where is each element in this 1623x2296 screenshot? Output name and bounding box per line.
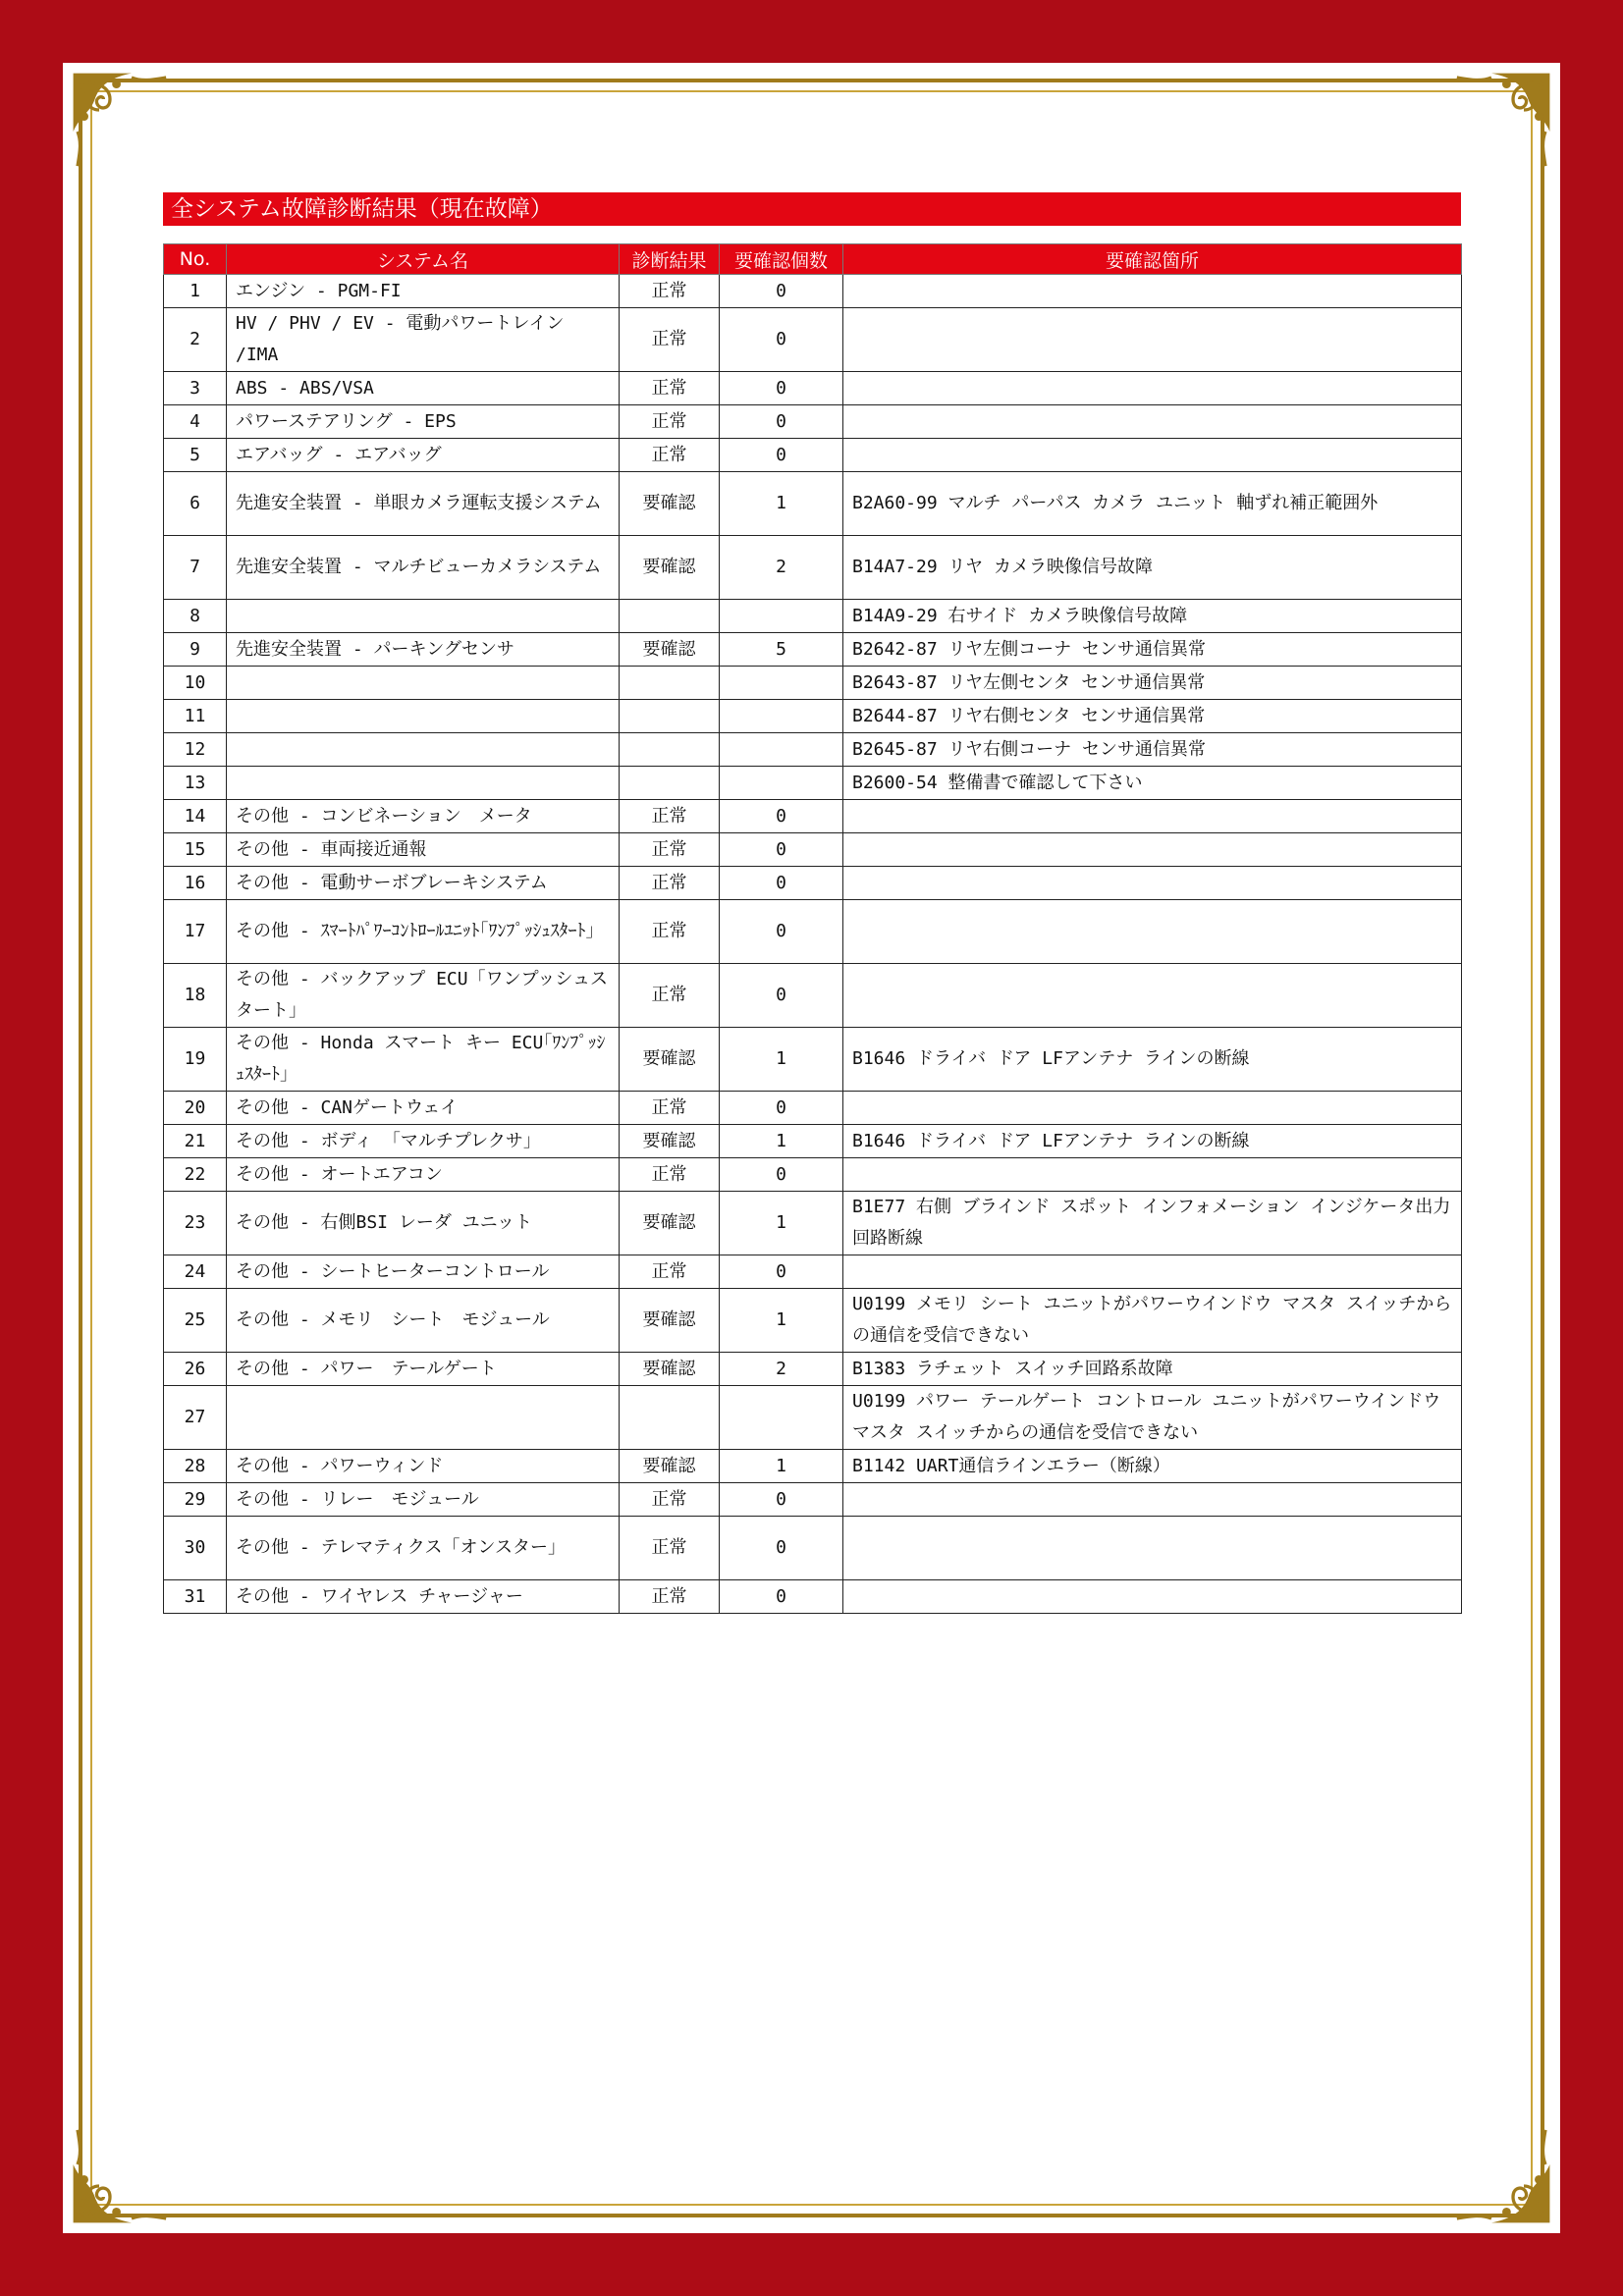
row-number: 12 (164, 733, 227, 767)
check-location-cell (843, 867, 1462, 900)
diagnosis-result-cell: 要確認 (620, 1450, 720, 1483)
table-row (164, 1255, 1462, 1289)
check-count-cell (720, 733, 843, 767)
check-count-cell: 0 (720, 833, 843, 867)
check-location-cell (843, 900, 1462, 964)
system-name-cell (227, 667, 620, 700)
row-number: 17 (164, 900, 227, 964)
table-row (164, 833, 1462, 867)
diagnosis-result-cell: 要確認 (620, 1289, 720, 1353)
check-location-cell (843, 372, 1462, 405)
check-count-cell: 1 (720, 472, 843, 536)
table-row (164, 1289, 1462, 1353)
row-number: 4 (164, 405, 227, 439)
system-name-cell: その他 - リレー モジュール (227, 1483, 620, 1517)
check-count-cell: 1 (720, 1192, 843, 1255)
check-location-cell (843, 275, 1462, 308)
table-row (164, 308, 1462, 372)
table-row (164, 1483, 1462, 1517)
check-location-cell: B1646 ドライバ ドア LFアンテナ ラインの断線 (843, 1125, 1462, 1158)
row-number: 20 (164, 1092, 227, 1125)
check-location-cell: B2645-87 リヤ右側コーナ センサ通信異常 (843, 733, 1462, 767)
table-row (164, 1580, 1462, 1614)
system-name-cell: その他 - ボディ 「マルチプレクサ」 (227, 1125, 620, 1158)
diagnosis-result-cell: 正常 (620, 1483, 720, 1517)
table-header-row (164, 244, 1462, 275)
row-number: 31 (164, 1580, 227, 1614)
diagnosis-result-cell: 正常 (620, 275, 720, 308)
row-number: 10 (164, 667, 227, 700)
check-location-cell: B2A60-99 マルチ パーパス カメラ ユニット 軸ずれ補正範囲外 (843, 472, 1462, 536)
system-name-cell: その他 - シートヒーターコントロール (227, 1255, 620, 1289)
row-number: 9 (164, 633, 227, 667)
check-location-cell (843, 800, 1462, 833)
check-location-cell (843, 1092, 1462, 1125)
row-number: 14 (164, 800, 227, 833)
check-count-cell: 5 (720, 633, 843, 667)
check-location-cell (843, 405, 1462, 439)
check-count-cell (720, 1386, 843, 1450)
check-location-cell: B2642-87 リヤ左側コーナ センサ通信異常 (843, 633, 1462, 667)
table-row (164, 1028, 1462, 1092)
diagnosis-result-cell (620, 767, 720, 800)
corner-ornament-icon (67, 2121, 175, 2229)
system-name-cell: その他 - テレマティクス「オンスター」 (227, 1517, 620, 1580)
table-row (164, 633, 1462, 667)
check-count-cell: 0 (720, 800, 843, 833)
table-row (164, 405, 1462, 439)
system-name-cell: 先進安全装置 - パーキングセンサ (227, 633, 620, 667)
table-row (164, 700, 1462, 733)
diagnosis-result-cell: 正常 (620, 800, 720, 833)
check-location-cell: B2643-87 リヤ左側センタ センサ通信異常 (843, 667, 1462, 700)
table-row (164, 1125, 1462, 1158)
system-name-cell: HV / PHV / EV - 電動パワートレイン /IMA (227, 308, 620, 372)
row-number: 16 (164, 867, 227, 900)
corner-ornament-icon (1448, 2121, 1556, 2229)
system-name-cell: パワーステアリング - EPS (227, 405, 620, 439)
diagnosis-result-cell: 要確認 (620, 472, 720, 536)
diagnosis-result-cell: 要確認 (620, 1028, 720, 1092)
check-count-cell: 0 (720, 900, 843, 964)
diagnosis-result-cell (620, 667, 720, 700)
report-title: 全システム故障診断結果（現在故障） (163, 192, 1461, 226)
check-location-cell: B1E77 右側 ブラインド スポット インフォメーション インジケータ出力回路断線 (843, 1192, 1462, 1255)
header-check-location: 要確認箇所 (843, 244, 1462, 275)
diagnosis-result-cell: 正常 (620, 1092, 720, 1125)
check-location-cell (843, 439, 1462, 472)
check-location-cell (843, 964, 1462, 1028)
diagnosis-result-cell: 正常 (620, 964, 720, 1028)
check-location-cell: B1383 ラチェット スイッチ回路系故障 (843, 1353, 1462, 1386)
row-number: 19 (164, 1028, 227, 1092)
diagnosis-result-cell: 正常 (620, 1158, 720, 1192)
row-number: 1 (164, 275, 227, 308)
check-location-cell (843, 1580, 1462, 1614)
diagnosis-result-cell: 要確認 (620, 536, 720, 600)
table-row (164, 800, 1462, 833)
check-count-cell (720, 767, 843, 800)
header-system-name: システム名 (227, 244, 620, 275)
diagnosis-result-cell: 正常 (620, 867, 720, 900)
check-count-cell: 1 (720, 1450, 843, 1483)
diagnosis-result-cell: 要確認 (620, 1353, 720, 1386)
diagnosis-result-cell: 正常 (620, 308, 720, 372)
check-location-cell: B1646 ドライバ ドア LFアンテナ ラインの断線 (843, 1028, 1462, 1092)
system-name-cell: その他 - パワーウィンド (227, 1450, 620, 1483)
system-name-cell: その他 - 電動サーボブレーキシステム (227, 867, 620, 900)
diagnosis-result-cell: 正常 (620, 833, 720, 867)
check-location-cell: U0199 パワー テールゲート コントロール ユニットがパワーウインドウ マスタ スイッチからの通信を受信できない (843, 1386, 1462, 1450)
check-location-cell: B1142 UART通信ラインエラー（断線） (843, 1450, 1462, 1483)
table-body (164, 275, 1462, 1614)
table-row (164, 600, 1462, 633)
row-number: 13 (164, 767, 227, 800)
check-count-cell: 0 (720, 308, 843, 372)
report-page (63, 63, 1560, 2233)
header-check-count: 要確認個数 (720, 244, 843, 275)
row-number: 5 (164, 439, 227, 472)
check-count-cell: 0 (720, 439, 843, 472)
diagnosis-result-cell: 正常 (620, 439, 720, 472)
row-number: 24 (164, 1255, 227, 1289)
check-location-cell (843, 1158, 1462, 1192)
check-count-cell: 0 (720, 1158, 843, 1192)
table-row (164, 867, 1462, 900)
check-count-cell: 0 (720, 275, 843, 308)
system-name-cell (227, 700, 620, 733)
system-name-cell (227, 767, 620, 800)
corner-ornament-icon (67, 67, 175, 175)
system-name-cell: その他 - ｽﾏｰﾄﾊﾟﾜｰｺﾝﾄﾛｰﾙﾕﾆｯﾄ｢ﾜﾝﾌﾟｯｼｭｽﾀｰﾄ｣ (227, 900, 620, 964)
row-number: 26 (164, 1353, 227, 1386)
check-location-cell: B14A9-29 右サイド カメラ映像信号故障 (843, 600, 1462, 633)
table-row (164, 733, 1462, 767)
system-name-cell: その他 - 右側BSI レーダ ユニット (227, 1192, 620, 1255)
table-row (164, 964, 1462, 1028)
table-row (164, 667, 1462, 700)
table-row (164, 900, 1462, 964)
check-count-cell: 0 (720, 1092, 843, 1125)
table-row (164, 1092, 1462, 1125)
row-number: 21 (164, 1125, 227, 1158)
system-name-cell: ABS - ABS/VSA (227, 372, 620, 405)
check-count-cell: 0 (720, 867, 843, 900)
row-number: 15 (164, 833, 227, 867)
table-row (164, 1386, 1462, 1450)
check-location-cell (843, 308, 1462, 372)
diagnosis-result-cell: 正常 (620, 1255, 720, 1289)
row-number: 8 (164, 600, 227, 633)
system-name-cell: その他 - ワイヤレス チャージャー (227, 1580, 620, 1614)
check-count-cell (720, 600, 843, 633)
table-row (164, 1450, 1462, 1483)
system-name-cell: その他 - CANゲートウェイ (227, 1092, 620, 1125)
diagnosis-result-cell: 要確認 (620, 1192, 720, 1255)
row-number: 28 (164, 1450, 227, 1483)
check-count-cell (720, 700, 843, 733)
check-count-cell: 0 (720, 964, 843, 1028)
check-count-cell: 0 (720, 405, 843, 439)
diagnosis-result-cell: 正常 (620, 405, 720, 439)
check-location-cell: U0199 メモリ シート ユニットがパワーウインドウ マスタ スイッチからの通信を受信できない (843, 1289, 1462, 1353)
system-name-cell: エアバッグ - エアバッグ (227, 439, 620, 472)
check-location-cell (843, 1517, 1462, 1580)
table-row (164, 1158, 1462, 1192)
check-count-cell: 2 (720, 536, 843, 600)
row-number: 18 (164, 964, 227, 1028)
table-row (164, 439, 1462, 472)
row-number: 25 (164, 1289, 227, 1353)
row-number: 3 (164, 372, 227, 405)
check-count-cell (720, 667, 843, 700)
check-location-cell: B2644-87 リヤ右側センタ センサ通信異常 (843, 700, 1462, 733)
diagnosis-result-cell (620, 1386, 720, 1450)
diagnosis-result-cell (620, 700, 720, 733)
table-row (164, 536, 1462, 600)
header-diagnosis-result: 診断結果 (620, 244, 720, 275)
system-name-cell (227, 733, 620, 767)
table-row (164, 1353, 1462, 1386)
check-count-cell: 2 (720, 1353, 843, 1386)
corner-ornament-icon (1448, 67, 1556, 175)
table-row (164, 372, 1462, 405)
system-name-cell: その他 - 車両接近通報 (227, 833, 620, 867)
table-row (164, 1192, 1462, 1255)
check-count-cell: 0 (720, 1483, 843, 1517)
check-location-cell: B14A7-29 リヤ カメラ映像信号故障 (843, 536, 1462, 600)
system-name-cell (227, 1386, 620, 1450)
system-name-cell: その他 - メモリ シート モジュール (227, 1289, 620, 1353)
system-name-cell: 先進安全装置 - 単眼カメラ運転支援システム (227, 472, 620, 536)
system-name-cell: エンジン - PGM-FI (227, 275, 620, 308)
header-no: No. (164, 244, 227, 275)
check-count-cell: 0 (720, 1255, 843, 1289)
check-location-cell: B2600-54 整備書で確認して下さい (843, 767, 1462, 800)
system-name-cell: その他 - Honda スマート キー ECU｢ﾜﾝﾌﾟｯｼｭｽﾀｰﾄ｣ (227, 1028, 620, 1092)
diagnosis-result-cell: 正常 (620, 372, 720, 405)
diagnosis-result-cell: 要確認 (620, 633, 720, 667)
diagnosis-result-cell: 正常 (620, 1517, 720, 1580)
system-name-cell: その他 - コンビネーション メータ (227, 800, 620, 833)
check-location-cell (843, 1483, 1462, 1517)
row-number: 30 (164, 1517, 227, 1580)
system-name-cell: 先進安全装置 - マルチビューカメラシステム (227, 536, 620, 600)
check-count-cell: 1 (720, 1028, 843, 1092)
check-count-cell: 0 (720, 1517, 843, 1580)
row-number: 29 (164, 1483, 227, 1517)
row-number: 7 (164, 536, 227, 600)
check-count-cell: 0 (720, 1580, 843, 1614)
check-count-cell: 1 (720, 1289, 843, 1353)
table-row (164, 275, 1462, 308)
system-name-cell: その他 - パワー テールゲート (227, 1353, 620, 1386)
row-number: 22 (164, 1158, 227, 1192)
diagnosis-result-cell: 正常 (620, 900, 720, 964)
row-number: 23 (164, 1192, 227, 1255)
row-number: 2 (164, 308, 227, 372)
diagnosis-result-cell: 正常 (620, 1580, 720, 1614)
diagnosis-result-cell (620, 600, 720, 633)
table-row (164, 767, 1462, 800)
diagnosis-result-cell (620, 733, 720, 767)
check-location-cell (843, 833, 1462, 867)
diagnosis-result-cell: 要確認 (620, 1125, 720, 1158)
system-name-cell: その他 - オートエアコン (227, 1158, 620, 1192)
check-count-cell: 0 (720, 372, 843, 405)
table-row (164, 1517, 1462, 1580)
system-name-cell: その他 - バックアップ ECU「ワンプッシュスタート」 (227, 964, 620, 1028)
row-number: 6 (164, 472, 227, 536)
system-name-cell (227, 600, 620, 633)
check-count-cell: 1 (720, 1125, 843, 1158)
row-number: 11 (164, 700, 227, 733)
check-location-cell (843, 1255, 1462, 1289)
diagnosis-table (163, 243, 1462, 1614)
row-number: 27 (164, 1386, 227, 1450)
table-row (164, 472, 1462, 536)
